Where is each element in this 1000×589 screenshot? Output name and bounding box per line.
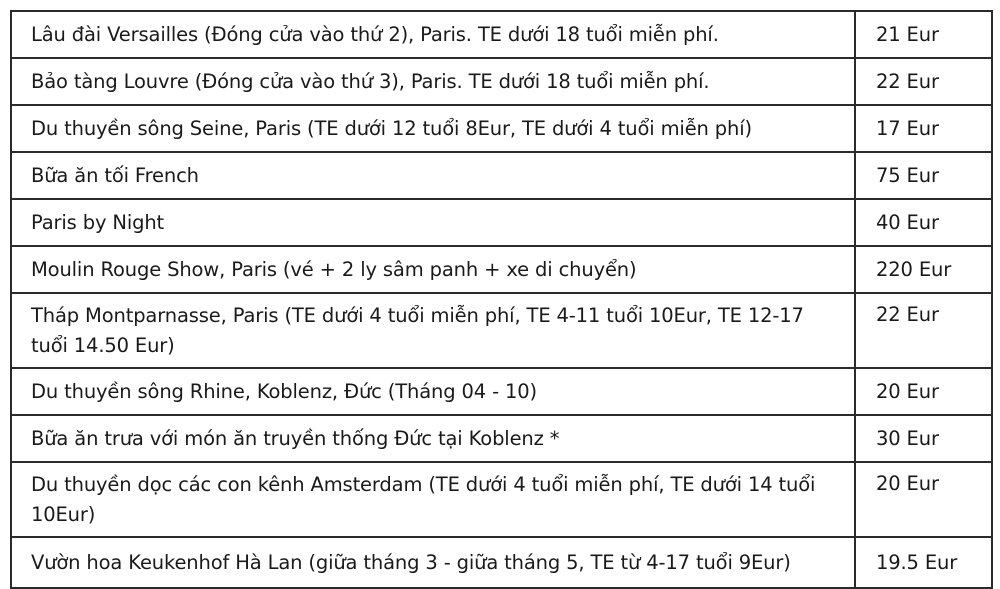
tour-description: Bữa ăn tối French bbox=[11, 152, 855, 199]
tour-price: 21 Eur bbox=[855, 11, 992, 58]
table-row bbox=[11, 368, 992, 415]
tour-price: 75 Eur bbox=[855, 152, 992, 199]
table-row bbox=[11, 152, 992, 199]
tour-price: 220 Eur bbox=[855, 246, 992, 293]
tour-description: Du thuyền sông Seine, Paris (TE dưới 12 tuổi 8Eur, TE dưới 4 tuổi miễn phí) bbox=[11, 105, 855, 152]
tour-description: Vườn hoa Keukenhof Hà Lan (giữa tháng 3 - giữa tháng 5, TE từ 4-17 tuổi 9Eur) bbox=[11, 537, 855, 588]
tour-description: Bảo tàng Louvre (Đóng cửa vào thứ 3), Paris. TE dưới 18 tuổi miễn phí. bbox=[11, 58, 855, 105]
tour-price: 17 Eur bbox=[855, 105, 992, 152]
table-row bbox=[11, 415, 992, 462]
table-row bbox=[11, 462, 992, 537]
tour-price: 20 Eur bbox=[855, 368, 992, 415]
table-row bbox=[11, 199, 992, 246]
tour-description: Du thuyền dọc các con kênh Amsterdam (TE dưới 4 tuổi miễn phí, TE dưới 14 tuổi 10Eur) bbox=[11, 462, 855, 537]
table-row bbox=[11, 105, 992, 152]
tour-price: 30 Eur bbox=[855, 415, 992, 462]
table-row bbox=[11, 58, 992, 105]
tour-price: 40 Eur bbox=[855, 199, 992, 246]
tour-description: Lâu đài Versailles (Đóng cửa vào thứ 2), Paris. TE dưới 18 tuổi miễn phí. bbox=[11, 11, 855, 58]
tour-price: 22 Eur bbox=[855, 58, 992, 105]
table-row bbox=[11, 537, 992, 588]
tour-price-table bbox=[10, 10, 993, 589]
tour-description: Tháp Montparnasse, Paris (TE dưới 4 tuổi miễn phí, TE 4-11 tuổi 10Eur, TE 12-17 tuổi 14.50 Eur) bbox=[11, 293, 855, 368]
tour-price: 20 Eur bbox=[855, 462, 992, 537]
table-row bbox=[11, 11, 992, 58]
table-row bbox=[11, 293, 992, 368]
tour-description: Paris by Night bbox=[11, 199, 855, 246]
table-row bbox=[11, 246, 992, 293]
tour-price: 22 Eur bbox=[855, 293, 992, 368]
tour-description: Du thuyền sông Rhine, Koblenz, Đức (Tháng 04 - 10) bbox=[11, 368, 855, 415]
tour-description: Bữa ăn trưa với món ăn truyền thống Đức tại Koblenz * bbox=[11, 415, 855, 462]
tour-price: 19.5 Eur bbox=[855, 537, 992, 588]
tour-description: Moulin Rouge Show, Paris (vé + 2 ly sâm panh + xe di chuyển) bbox=[11, 246, 855, 293]
